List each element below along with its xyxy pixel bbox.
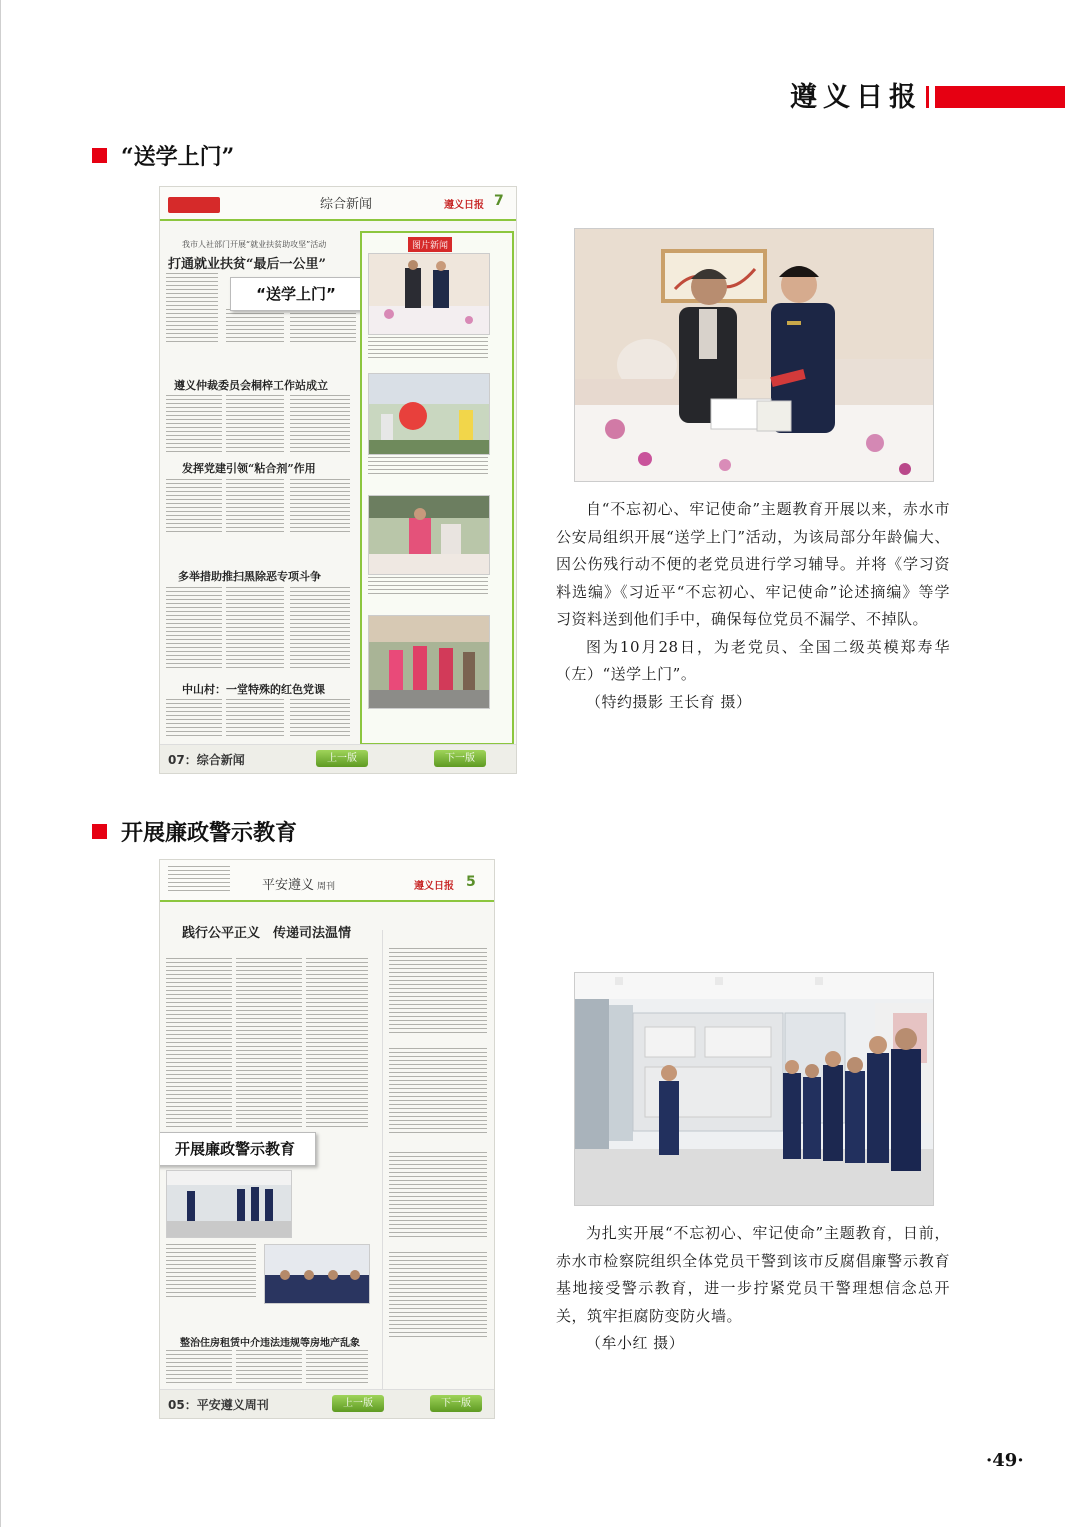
paper-photo-sidebar <box>360 231 514 745</box>
caption-paragraph: 图为10月28日，为老党员、全国二级英模郑寿华（左）“送学上门”。 <box>556 637 950 683</box>
paper-text-column <box>166 1244 256 1300</box>
paper-photo <box>368 615 490 709</box>
paper-section-name: 平安遵义 周刊 <box>262 878 336 893</box>
prev-page-button[interactable]: 上一版 <box>316 750 368 767</box>
paper-text-column <box>166 699 222 737</box>
paper-header <box>160 187 516 221</box>
photo-party-member-visit <box>574 228 934 482</box>
paper-text-column <box>166 479 222 535</box>
photo-warning-education-base <box>574 972 934 1206</box>
paper-text-column <box>290 395 350 455</box>
paper-text-column <box>226 699 284 737</box>
paper-text-column <box>368 457 488 477</box>
paper-text-column <box>389 1252 487 1338</box>
paper-kicker: 我市人社部门开展“就业扶贫助攻坚”活动 <box>182 240 327 249</box>
red-square-icon <box>92 824 107 839</box>
paper-text-column <box>389 948 487 1034</box>
caption-section1 <box>556 496 950 716</box>
paper-brand: 遵义日报 <box>444 200 484 211</box>
next-page-button[interactable]: 下一版 <box>430 1395 482 1412</box>
paper-right-column <box>382 930 491 1390</box>
next-page-button[interactable]: 下一版 <box>434 750 486 767</box>
paper-section-name: 综合新闻 <box>320 197 373 212</box>
paper-text-column <box>166 587 222 671</box>
paper-headline: 遵义仲裁委员会桐梓工作站成立 <box>174 379 328 392</box>
paper-text-column <box>226 395 284 455</box>
paper-photo <box>166 1170 292 1238</box>
paper-photo <box>368 253 490 335</box>
paper-page-no: 5 <box>466 874 476 890</box>
paper-text-column <box>226 309 284 345</box>
paper-photo <box>368 495 490 575</box>
newspaper-thumbnail-1[interactable] <box>159 186 517 774</box>
paper-headline: 打通就业扶贫“最后一公里” <box>168 257 326 272</box>
red-square-icon <box>92 148 107 163</box>
paper-footer <box>160 744 516 773</box>
paper-text-column <box>166 958 232 1128</box>
paper-text-column <box>236 1350 302 1386</box>
caption-paragraph: 自“不忘初心、牢记使命”主题教育开展以来，赤水市公安局组织开展“送学上门”活动，为该局部分年龄偏大、因公伤残行动不便的老党员进行学习辅导。并将《学习资料选编》《习近平“不忘初心、牢记使命”论述摘编》等学习资料送到他们手中，确保每位党员不漏学、不掉队。 <box>556 500 950 628</box>
paper-text-column <box>389 1152 487 1238</box>
paper-text-column <box>290 479 350 535</box>
paper-text-column <box>290 699 350 737</box>
paper-text-column <box>306 958 368 1128</box>
paper-text-column <box>368 337 488 359</box>
masthead-bar <box>935 86 1065 108</box>
paper-headline: 践行公平正义 传递司法温情 <box>182 926 352 941</box>
paper-callout: 开展廉政警示教育 <box>159 1132 316 1166</box>
photo-credit: （特约摄影 王长育 摄） <box>586 692 752 711</box>
paper-text-column <box>368 577 488 597</box>
paper-text-column <box>166 1350 232 1386</box>
paper-sidebar-badge: 图片新闻 <box>408 237 452 252</box>
paper-headline: 多举措助推扫黑除恶专项斗争 <box>178 570 321 583</box>
masthead: 遵义日报 <box>790 82 922 113</box>
prev-page-button[interactable]: 上一版 <box>332 1395 384 1412</box>
paper-text-column <box>166 273 218 345</box>
paper-page-no: 7 <box>494 193 504 209</box>
paper-logo-icon <box>168 197 220 213</box>
newspaper-thumbnail-2[interactable] <box>159 859 495 1419</box>
paper-photo <box>368 373 490 455</box>
paper-index-list <box>168 866 230 894</box>
paper-brand: 遵义日报 <box>414 881 454 892</box>
paper-text-column <box>290 309 356 345</box>
paper-text-column <box>290 587 350 671</box>
paper-footer-label: 05：平安遵义周刊 <box>168 1398 269 1412</box>
photo-credit: （牟小红 摄） <box>586 1334 685 1352</box>
caption-paragraph: 为扎实开展“不忘初心、牢记使命”主题教育，日前，赤水市检察院组织全体党员干警到该市反腐倡廉警示教育基地接受警示教育，进一步拧紧党员干警理想信念总开关，筑牢拒腐防变防火墙。 <box>556 1224 950 1325</box>
masthead-bar-thin <box>926 86 929 108</box>
page-number: ·49· <box>986 1450 1024 1471</box>
paper-text-column <box>226 587 284 671</box>
section1-title <box>92 142 234 172</box>
paper-header <box>160 860 494 902</box>
paper-text-column <box>226 479 284 535</box>
paper-headline: 整治住房租赁中介违法违规等房地产乱象 <box>180 1338 360 1349</box>
section2-title <box>92 818 297 848</box>
section1-title-text: “送学上门” <box>121 144 235 170</box>
section2-title-text: 开展廉政警示教育 <box>121 820 298 846</box>
caption-section2 <box>556 1220 950 1358</box>
paper-photo <box>264 1244 370 1304</box>
paper-text-column <box>236 958 302 1128</box>
paper-headline: 发挥党建引领“粘合剂”作用 <box>182 462 316 475</box>
paper-footer-label: 07：综合新闻 <box>168 753 245 767</box>
paper-footer <box>160 1389 494 1418</box>
paper-text-column <box>389 1048 487 1134</box>
paper-text-column <box>306 1350 368 1386</box>
paper-text-column <box>166 395 222 455</box>
paper-headline: 中山村：一堂特殊的红色党课 <box>182 683 325 696</box>
paper-callout: “送学上门” <box>230 277 362 311</box>
